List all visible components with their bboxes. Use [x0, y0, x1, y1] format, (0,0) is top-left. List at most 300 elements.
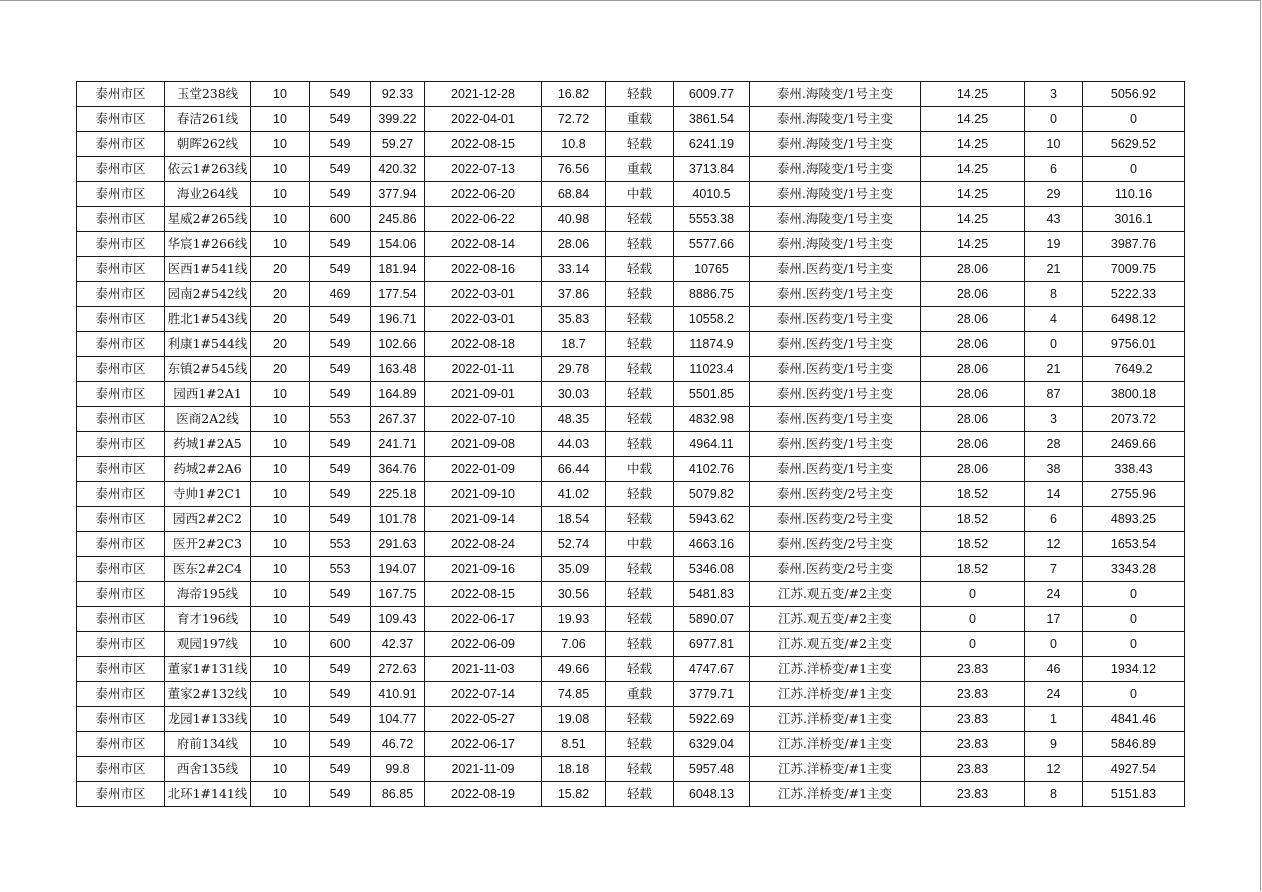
available-capacity-cell: 10765	[674, 257, 750, 282]
load-status-cell: 轻载	[606, 407, 674, 432]
available-capacity-cell: 6977.81	[674, 632, 750, 657]
count-cell: 24	[1025, 682, 1083, 707]
available-capacity-cell: 10558.2	[674, 307, 750, 332]
voltage-cell: 10	[251, 82, 310, 107]
rated-current-cell: 553	[310, 557, 371, 582]
voltage-cell: 10	[251, 582, 310, 607]
voltage-cell: 10	[251, 232, 310, 257]
table-row	[77, 607, 1185, 632]
voltage-cell: 10	[251, 407, 310, 432]
table-body	[77, 82, 1185, 807]
transformer-load-cell: 23.83	[921, 682, 1025, 707]
transformer-cell: 泰州.医药变/1号主变	[750, 432, 921, 457]
load-rate-cell: 7.06	[542, 632, 606, 657]
line-name-cell: 龙园1#133线	[165, 707, 251, 732]
load-rate-cell: 44.03	[542, 432, 606, 457]
load-rate-cell: 40.98	[542, 207, 606, 232]
load-status-cell: 重载	[606, 157, 674, 182]
load-status-cell: 轻载	[606, 582, 674, 607]
area-cell: 泰州市区	[77, 757, 165, 782]
load-status-cell: 重载	[606, 107, 674, 132]
load-rate-cell: 18.7	[542, 332, 606, 357]
remaining-capacity-cell: 5846.89	[1083, 732, 1185, 757]
remaining-capacity-cell: 4893.25	[1083, 507, 1185, 532]
table-row	[77, 707, 1185, 732]
table-row	[77, 357, 1185, 382]
load-status-cell: 轻载	[606, 257, 674, 282]
available-capacity-cell: 5346.08	[674, 557, 750, 582]
line-name-cell: 西舍135线	[165, 757, 251, 782]
available-capacity-cell: 4010.5	[674, 182, 750, 207]
count-cell: 3	[1025, 407, 1083, 432]
voltage-cell: 10	[251, 632, 310, 657]
remaining-capacity-cell: 4841.46	[1083, 707, 1185, 732]
rated-current-cell: 549	[310, 782, 371, 807]
count-cell: 24	[1025, 582, 1083, 607]
area-cell: 泰州市区	[77, 707, 165, 732]
line-name-cell: 依云1#263线	[165, 157, 251, 182]
remaining-capacity-cell: 0	[1083, 632, 1185, 657]
line-name-cell: 园西2#2C2	[165, 507, 251, 532]
transformer-load-cell: 28.06	[921, 282, 1025, 307]
area-cell: 泰州市区	[77, 382, 165, 407]
count-cell: 12	[1025, 757, 1083, 782]
line-name-cell: 海业264线	[165, 182, 251, 207]
line-name-cell: 朝晖262线	[165, 132, 251, 157]
date-cell: 2022-04-01	[425, 107, 542, 132]
count-cell: 46	[1025, 657, 1083, 682]
table-row	[77, 307, 1185, 332]
line-name-cell: 医开2#2C3	[165, 532, 251, 557]
area-cell: 泰州市区	[77, 182, 165, 207]
count-cell: 0	[1025, 107, 1083, 132]
area-cell: 泰州市区	[77, 307, 165, 332]
area-cell: 泰州市区	[77, 107, 165, 132]
transformer-cell: 泰州.医药变/1号主变	[750, 257, 921, 282]
remaining-capacity-cell: 3343.28	[1083, 557, 1185, 582]
rated-current-cell: 549	[310, 157, 371, 182]
load-status-cell: 轻载	[606, 232, 674, 257]
area-cell: 泰州市区	[77, 782, 165, 807]
table-row	[77, 782, 1185, 807]
transformer-cell: 江苏.洋桥变/#1主变	[750, 782, 921, 807]
transformer-load-cell: 18.52	[921, 532, 1025, 557]
load-current-cell: 377.94	[371, 182, 425, 207]
load-rate-cell: 49.66	[542, 657, 606, 682]
transformer-cell: 泰州.海陵变/1号主变	[750, 157, 921, 182]
line-name-cell: 董家2#132线	[165, 682, 251, 707]
transformer-load-cell: 14.25	[921, 157, 1025, 182]
date-cell: 2022-08-16	[425, 257, 542, 282]
count-cell: 4	[1025, 307, 1083, 332]
table-row	[77, 682, 1185, 707]
count-cell: 0	[1025, 632, 1083, 657]
remaining-capacity-cell: 7009.75	[1083, 257, 1185, 282]
remaining-capacity-cell: 0	[1083, 157, 1185, 182]
load-rate-cell: 52.74	[542, 532, 606, 557]
date-cell: 2022-08-24	[425, 532, 542, 557]
table-row	[77, 457, 1185, 482]
available-capacity-cell: 4102.76	[674, 457, 750, 482]
load-current-cell: 177.54	[371, 282, 425, 307]
date-cell: 2022-07-10	[425, 407, 542, 432]
area-cell: 泰州市区	[77, 332, 165, 357]
rated-current-cell: 549	[310, 232, 371, 257]
transformer-cell: 泰州.医药变/1号主变	[750, 457, 921, 482]
line-name-cell: 寺帅1#2C1	[165, 482, 251, 507]
table-row	[77, 757, 1185, 782]
load-current-cell: 59.27	[371, 132, 425, 157]
rated-current-cell: 549	[310, 432, 371, 457]
voltage-cell: 10	[251, 557, 310, 582]
load-current-cell: 267.37	[371, 407, 425, 432]
transformer-load-cell: 18.52	[921, 557, 1025, 582]
remaining-capacity-cell: 7649.2	[1083, 357, 1185, 382]
available-capacity-cell: 5577.66	[674, 232, 750, 257]
line-name-cell: 玉堂238线	[165, 82, 251, 107]
remaining-capacity-cell: 0	[1083, 682, 1185, 707]
available-capacity-cell: 3713.84	[674, 157, 750, 182]
load-rate-cell: 48.35	[542, 407, 606, 432]
load-rate-cell: 41.02	[542, 482, 606, 507]
load-current-cell: 291.63	[371, 532, 425, 557]
date-cell: 2022-01-09	[425, 457, 542, 482]
count-cell: 21	[1025, 357, 1083, 382]
load-status-cell: 轻载	[606, 632, 674, 657]
load-rate-cell: 19.93	[542, 607, 606, 632]
voltage-cell: 20	[251, 307, 310, 332]
line-name-cell: 海帝195线	[165, 582, 251, 607]
load-rate-cell: 8.51	[542, 732, 606, 757]
date-cell: 2021-11-03	[425, 657, 542, 682]
transformer-cell: 泰州.海陵变/1号主变	[750, 82, 921, 107]
transformer-load-cell: 23.83	[921, 757, 1025, 782]
date-cell: 2022-08-18	[425, 332, 542, 357]
load-current-cell: 86.85	[371, 782, 425, 807]
voltage-cell: 10	[251, 607, 310, 632]
transformer-cell: 泰州.医药变/1号主变	[750, 282, 921, 307]
load-status-cell: 轻载	[606, 382, 674, 407]
voltage-cell: 10	[251, 207, 310, 232]
area-cell: 泰州市区	[77, 657, 165, 682]
remaining-capacity-cell: 1653.54	[1083, 532, 1185, 557]
load-rate-cell: 30.56	[542, 582, 606, 607]
count-cell: 8	[1025, 782, 1083, 807]
voltage-cell: 10	[251, 732, 310, 757]
load-rate-cell: 18.18	[542, 757, 606, 782]
count-cell: 6	[1025, 157, 1083, 182]
load-current-cell: 154.06	[371, 232, 425, 257]
area-cell: 泰州市区	[77, 532, 165, 557]
load-rate-cell: 16.82	[542, 82, 606, 107]
voltage-cell: 10	[251, 107, 310, 132]
load-status-cell: 轻载	[606, 357, 674, 382]
load-current-cell: 46.72	[371, 732, 425, 757]
rated-current-cell: 600	[310, 207, 371, 232]
date-cell: 2021-09-14	[425, 507, 542, 532]
rated-current-cell: 549	[310, 757, 371, 782]
transformer-load-cell: 14.25	[921, 132, 1025, 157]
remaining-capacity-cell: 2755.96	[1083, 482, 1185, 507]
area-cell: 泰州市区	[77, 507, 165, 532]
transformer-cell: 江苏.观五变/#2主变	[750, 582, 921, 607]
line-name-cell: 育才196线	[165, 607, 251, 632]
count-cell: 9	[1025, 732, 1083, 757]
count-cell: 29	[1025, 182, 1083, 207]
load-rate-cell: 33.14	[542, 257, 606, 282]
date-cell: 2022-06-09	[425, 632, 542, 657]
load-rate-cell: 66.44	[542, 457, 606, 482]
area-cell: 泰州市区	[77, 257, 165, 282]
load-rate-cell: 35.83	[542, 307, 606, 332]
rated-current-cell: 549	[310, 582, 371, 607]
load-status-cell: 轻载	[606, 657, 674, 682]
line-name-cell: 医东2#2C4	[165, 557, 251, 582]
remaining-capacity-cell: 2469.66	[1083, 432, 1185, 457]
remaining-capacity-cell: 1934.12	[1083, 657, 1185, 682]
voltage-cell: 10	[251, 507, 310, 532]
load-current-cell: 196.71	[371, 307, 425, 332]
load-status-cell: 重载	[606, 682, 674, 707]
line-name-cell: 利康1#544线	[165, 332, 251, 357]
load-status-cell: 轻载	[606, 132, 674, 157]
rated-current-cell: 549	[310, 257, 371, 282]
load-current-cell: 241.71	[371, 432, 425, 457]
load-status-cell: 轻载	[606, 282, 674, 307]
table-row	[77, 232, 1185, 257]
load-rate-cell: 28.06	[542, 232, 606, 257]
remaining-capacity-cell: 9756.01	[1083, 332, 1185, 357]
date-cell: 2021-09-08	[425, 432, 542, 457]
available-capacity-cell: 3861.54	[674, 107, 750, 132]
rated-current-cell: 549	[310, 82, 371, 107]
count-cell: 21	[1025, 257, 1083, 282]
line-name-cell: 北环1#141线	[165, 782, 251, 807]
table-row	[77, 382, 1185, 407]
line-name-cell: 医商2A2线	[165, 407, 251, 432]
area-cell: 泰州市区	[77, 407, 165, 432]
transformer-cell: 泰州.医药变/2号主变	[750, 507, 921, 532]
voltage-cell: 20	[251, 332, 310, 357]
remaining-capacity-cell: 3987.76	[1083, 232, 1185, 257]
available-capacity-cell: 6009.77	[674, 82, 750, 107]
load-status-cell: 轻载	[606, 207, 674, 232]
load-current-cell: 194.07	[371, 557, 425, 582]
rated-current-cell: 600	[310, 632, 371, 657]
voltage-cell: 10	[251, 682, 310, 707]
transformer-load-cell: 14.25	[921, 107, 1025, 132]
count-cell: 3	[1025, 82, 1083, 107]
date-cell: 2022-03-01	[425, 282, 542, 307]
area-cell: 泰州市区	[77, 732, 165, 757]
available-capacity-cell: 6329.04	[674, 732, 750, 757]
load-rate-cell: 30.03	[542, 382, 606, 407]
rated-current-cell: 549	[310, 682, 371, 707]
load-current-cell: 225.18	[371, 482, 425, 507]
load-current-cell: 364.76	[371, 457, 425, 482]
feeder-table	[76, 81, 1185, 807]
transformer-cell: 泰州.医药变/1号主变	[750, 382, 921, 407]
load-status-cell: 轻载	[606, 307, 674, 332]
date-cell: 2022-07-14	[425, 682, 542, 707]
remaining-capacity-cell: 338.43	[1083, 457, 1185, 482]
table-row	[77, 582, 1185, 607]
line-name-cell: 府前134线	[165, 732, 251, 757]
transformer-cell: 泰州.海陵变/1号主变	[750, 107, 921, 132]
load-current-cell: 104.77	[371, 707, 425, 732]
rated-current-cell: 549	[310, 607, 371, 632]
date-cell: 2022-08-14	[425, 232, 542, 257]
table-row	[77, 532, 1185, 557]
date-cell: 2022-07-13	[425, 157, 542, 182]
rated-current-cell: 549	[310, 732, 371, 757]
load-current-cell: 102.66	[371, 332, 425, 357]
table-row	[77, 407, 1185, 432]
transformer-load-cell: 28.06	[921, 432, 1025, 457]
transformer-cell: 泰州.海陵变/1号主变	[750, 207, 921, 232]
load-status-cell: 轻载	[606, 557, 674, 582]
load-rate-cell: 29.78	[542, 357, 606, 382]
load-status-cell: 中载	[606, 182, 674, 207]
line-name-cell: 观园197线	[165, 632, 251, 657]
load-rate-cell: 68.84	[542, 182, 606, 207]
available-capacity-cell: 5890.07	[674, 607, 750, 632]
date-cell: 2022-06-20	[425, 182, 542, 207]
date-cell: 2021-12-28	[425, 82, 542, 107]
load-rate-cell: 74.85	[542, 682, 606, 707]
load-status-cell: 轻载	[606, 732, 674, 757]
rated-current-cell: 549	[310, 382, 371, 407]
area-cell: 泰州市区	[77, 207, 165, 232]
rated-current-cell: 549	[310, 457, 371, 482]
count-cell: 19	[1025, 232, 1083, 257]
available-capacity-cell: 6241.19	[674, 132, 750, 157]
transformer-load-cell: 14.25	[921, 82, 1025, 107]
date-cell: 2022-06-17	[425, 607, 542, 632]
voltage-cell: 10	[251, 432, 310, 457]
count-cell: 87	[1025, 382, 1083, 407]
available-capacity-cell: 11874.9	[674, 332, 750, 357]
transformer-load-cell: 14.25	[921, 182, 1025, 207]
transformer-load-cell: 14.25	[921, 207, 1025, 232]
date-cell: 2022-08-15	[425, 582, 542, 607]
date-cell: 2022-08-19	[425, 782, 542, 807]
load-current-cell: 42.37	[371, 632, 425, 657]
table-row	[77, 257, 1185, 282]
voltage-cell: 10	[251, 182, 310, 207]
available-capacity-cell: 4964.11	[674, 432, 750, 457]
transformer-cell: 泰州.医药变/1号主变	[750, 307, 921, 332]
rated-current-cell: 549	[310, 332, 371, 357]
transformer-load-cell: 18.52	[921, 507, 1025, 532]
transformer-cell: 泰州.海陵变/1号主变	[750, 232, 921, 257]
date-cell: 2021-09-01	[425, 382, 542, 407]
transformer-cell: 江苏.洋桥变/#1主变	[750, 707, 921, 732]
available-capacity-cell: 4832.98	[674, 407, 750, 432]
load-status-cell: 轻载	[606, 82, 674, 107]
table-row	[77, 157, 1185, 182]
available-capacity-cell: 8886.75	[674, 282, 750, 307]
area-cell: 泰州市区	[77, 232, 165, 257]
load-rate-cell: 37.86	[542, 282, 606, 307]
table-row	[77, 132, 1185, 157]
load-status-cell: 中载	[606, 457, 674, 482]
available-capacity-cell: 4663.16	[674, 532, 750, 557]
date-cell: 2022-06-22	[425, 207, 542, 232]
transformer-load-cell: 28.06	[921, 307, 1025, 332]
table-row	[77, 332, 1185, 357]
remaining-capacity-cell: 5151.83	[1083, 782, 1185, 807]
transformer-cell: 泰州.医药变/1号主变	[750, 357, 921, 382]
transformer-load-cell: 28.06	[921, 407, 1025, 432]
area-cell: 泰州市区	[77, 157, 165, 182]
load-rate-cell: 76.56	[542, 157, 606, 182]
load-status-cell: 中载	[606, 532, 674, 557]
transformer-load-cell: 28.06	[921, 332, 1025, 357]
transformer-load-cell: 23.83	[921, 782, 1025, 807]
rated-current-cell: 549	[310, 707, 371, 732]
table-row	[77, 207, 1185, 232]
load-current-cell: 164.89	[371, 382, 425, 407]
transformer-load-cell: 0	[921, 632, 1025, 657]
rated-current-cell: 549	[310, 132, 371, 157]
available-capacity-cell: 4747.67	[674, 657, 750, 682]
table-row	[77, 282, 1185, 307]
load-current-cell: 399.22	[371, 107, 425, 132]
transformer-load-cell: 28.06	[921, 382, 1025, 407]
available-capacity-cell: 6048.13	[674, 782, 750, 807]
transformer-load-cell: 28.06	[921, 257, 1025, 282]
remaining-capacity-cell: 0	[1083, 107, 1185, 132]
remaining-capacity-cell: 2073.72	[1083, 407, 1185, 432]
date-cell: 2022-06-17	[425, 732, 542, 757]
load-status-cell: 轻载	[606, 507, 674, 532]
load-current-cell: 181.94	[371, 257, 425, 282]
area-cell: 泰州市区	[77, 582, 165, 607]
voltage-cell: 10	[251, 782, 310, 807]
rated-current-cell: 549	[310, 482, 371, 507]
table-row	[77, 632, 1185, 657]
available-capacity-cell: 5922.69	[674, 707, 750, 732]
load-status-cell: 轻载	[606, 757, 674, 782]
transformer-cell: 江苏.观五变/#2主变	[750, 632, 921, 657]
count-cell: 43	[1025, 207, 1083, 232]
remaining-capacity-cell: 5056.92	[1083, 82, 1185, 107]
transformer-load-cell: 28.06	[921, 457, 1025, 482]
rated-current-cell: 469	[310, 282, 371, 307]
load-current-cell: 99.8	[371, 757, 425, 782]
load-status-cell: 轻载	[606, 332, 674, 357]
count-cell: 6	[1025, 507, 1083, 532]
line-name-cell: 园西1#2A1	[165, 382, 251, 407]
transformer-cell: 江苏.洋桥变/#1主变	[750, 657, 921, 682]
load-rate-cell: 35.09	[542, 557, 606, 582]
transformer-cell: 江苏.洋桥变/#1主变	[750, 732, 921, 757]
count-cell: 17	[1025, 607, 1083, 632]
load-current-cell: 272.63	[371, 657, 425, 682]
remaining-capacity-cell: 6498.12	[1083, 307, 1185, 332]
count-cell: 8	[1025, 282, 1083, 307]
voltage-cell: 10	[251, 532, 310, 557]
area-cell: 泰州市区	[77, 457, 165, 482]
count-cell: 1	[1025, 707, 1083, 732]
rated-current-cell: 549	[310, 307, 371, 332]
load-current-cell: 92.33	[371, 82, 425, 107]
rated-current-cell: 553	[310, 532, 371, 557]
area-cell: 泰州市区	[77, 282, 165, 307]
voltage-cell: 10	[251, 132, 310, 157]
transformer-cell: 泰州.海陵变/1号主变	[750, 132, 921, 157]
